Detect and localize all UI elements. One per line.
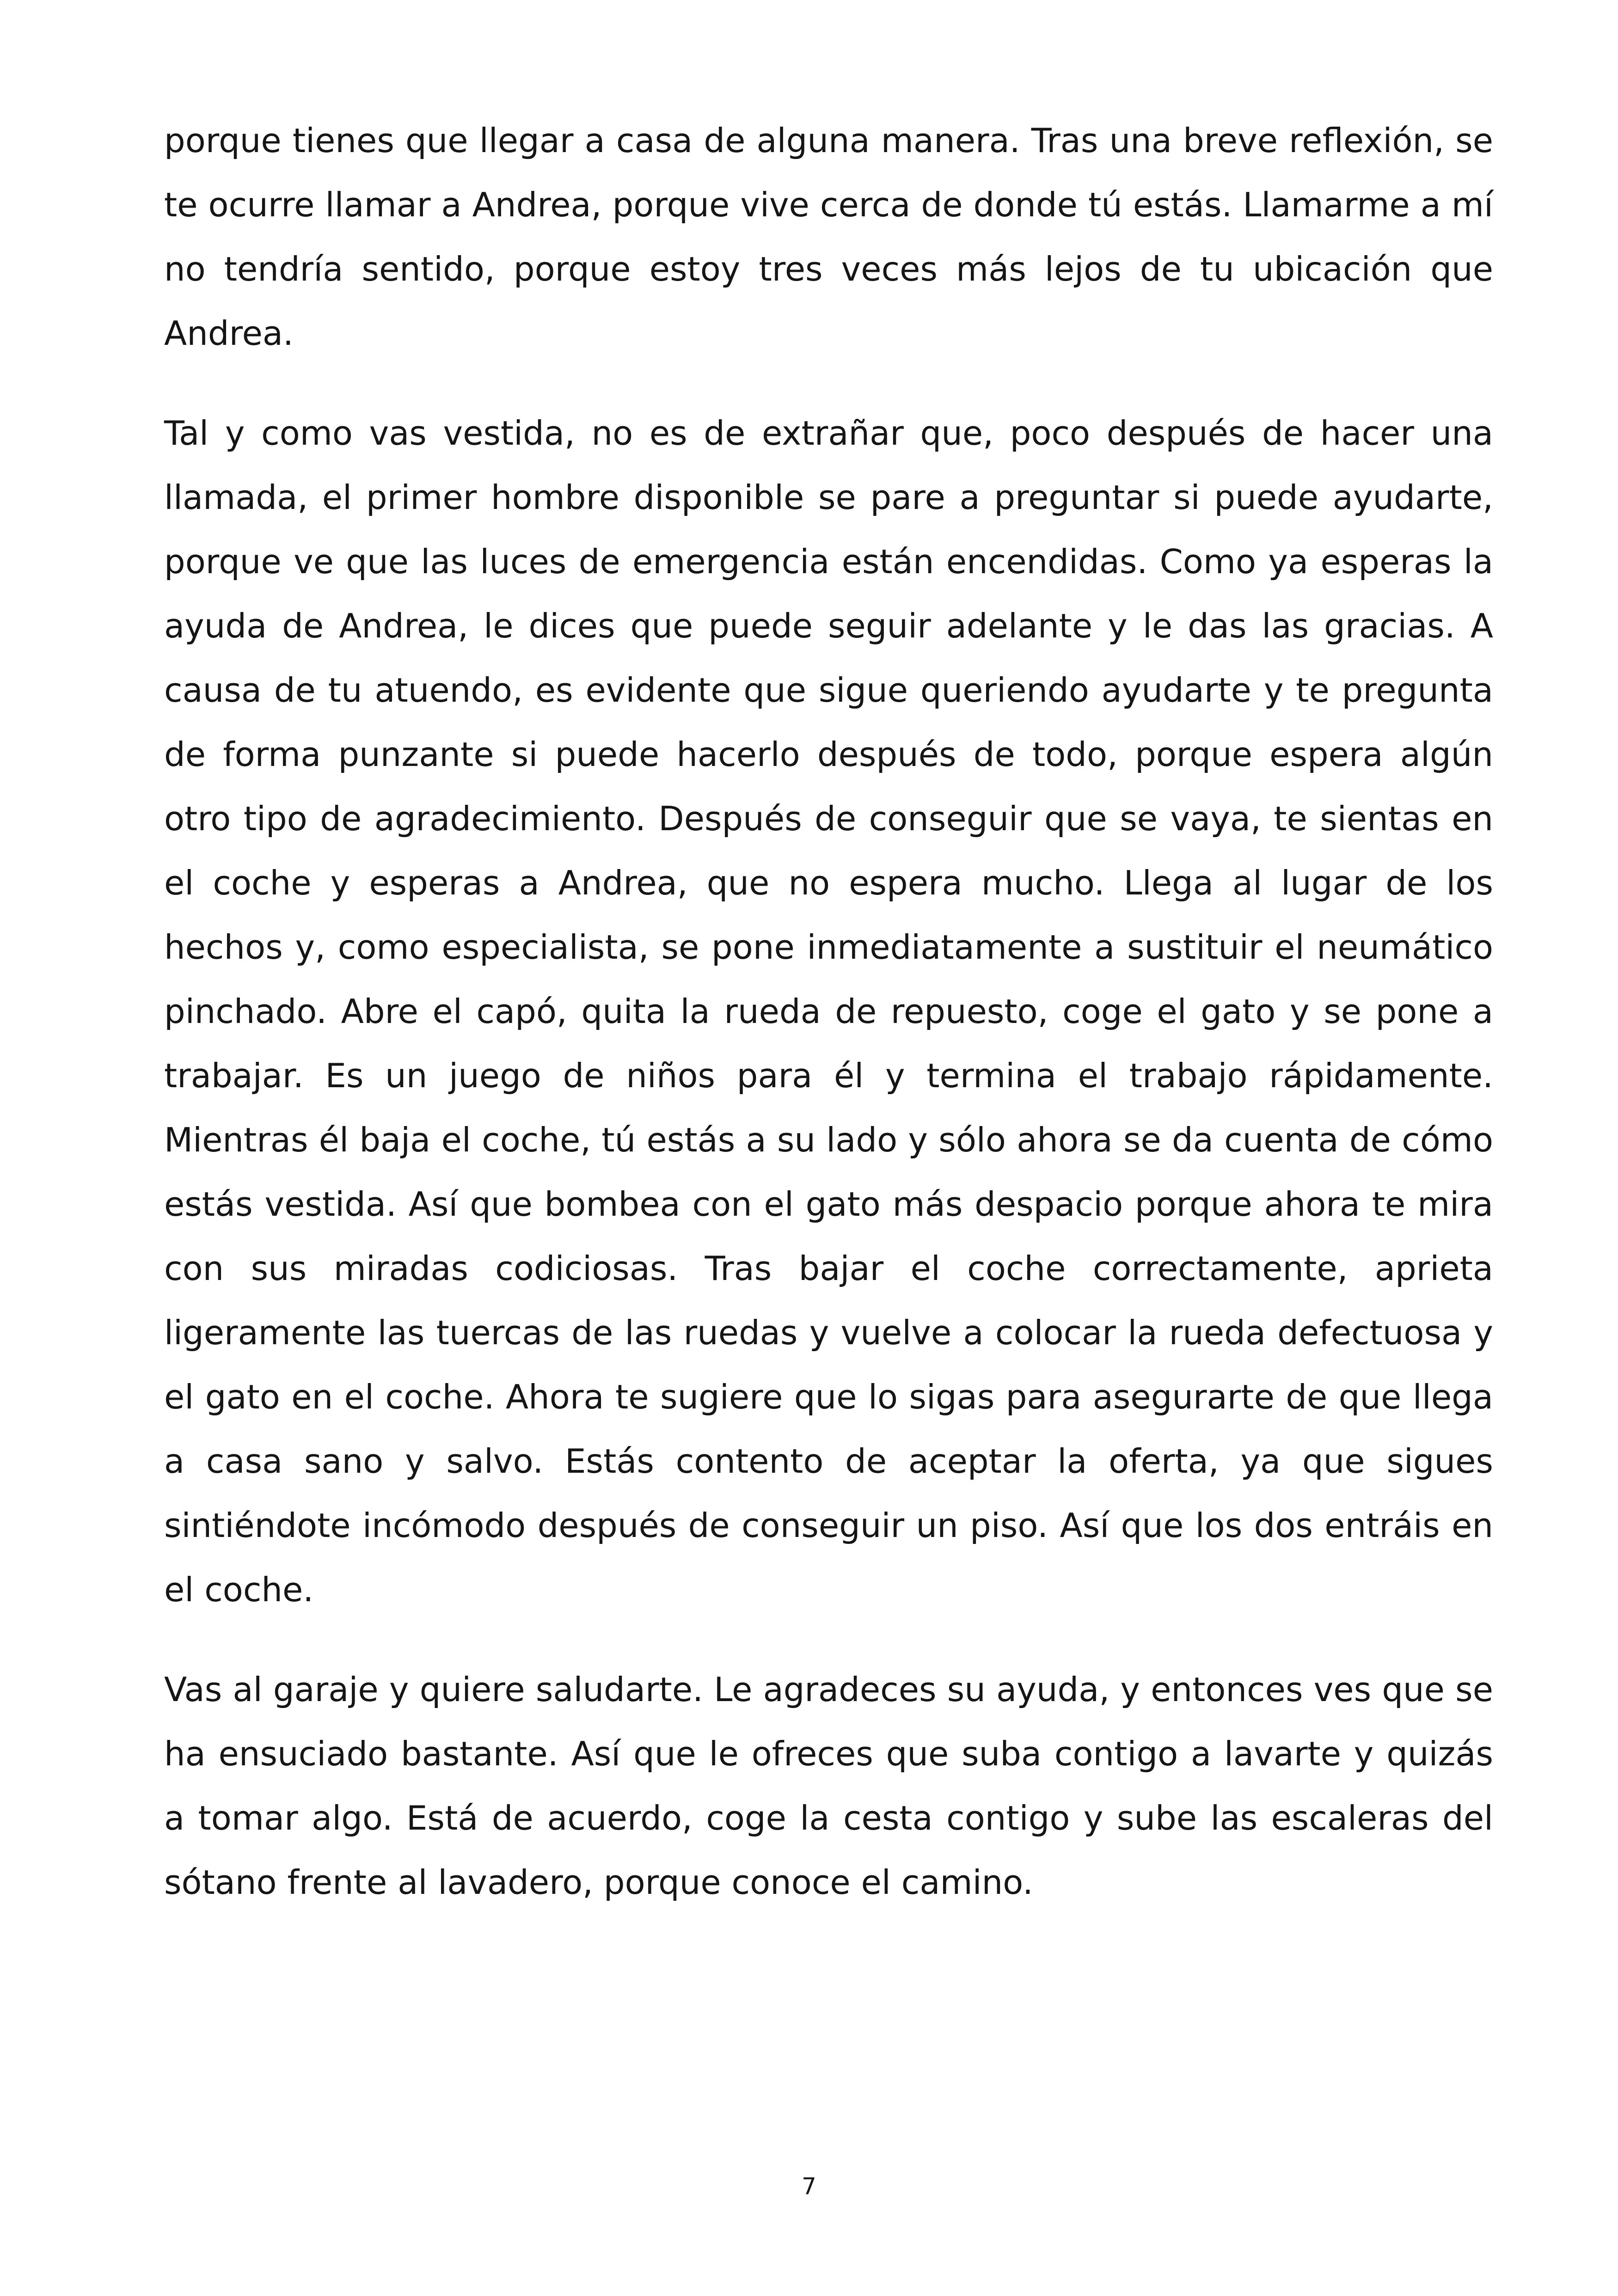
page-number: 7 [802,2173,816,2200]
paragraph-1: porque tienes que llegar a casa de alguna manera. Tras una breve reflexión, se te ocurre llamar a Andrea, porque vive cerca de donde tú estás. Llamarme a mí no tendría sentido, porque estoy tres veces más lejos de tu ubicación que Andrea. [164,121,1493,353]
body-text [164,109,1493,1915]
paragraph-3: Vas al garaje y quiere saludarte. Le agradeces su ayuda, y entonces ves que se ha ensuciado bastante. Así que le ofreces que suba contigo a lavarte y quizás a tomar algo. Está de acuerdo, coge la cesta contigo y sube las escaleras del sótano frente al lavadero, porque conoce el camino. [164,1670,1493,1902]
paragraph-2: Tal y como vas vestida, no es de extrañar que, poco después de hacer una llamada, el primer hombre disponible se pare a preguntar si puede ayudarte, porque ve que las luces de emergencia están encendidas. Como ya esperas la ayuda de Andrea, le dices que puede seguir adelante y le das las gracias. A causa de tu atuendo, es evidente que sigue queriendo ayudarte y te pregunta de forma punzante si puede hacerlo después de todo, porque espera algún otro tipo de agradecimiento. Después de conseguir que se vaya, te sientas en el coche y esperas a Andrea, que no espera mucho. Llega al lugar de los hechos y, como especialista, se pone inmediatamente a sustituir el neumático pinchado. Abre el capó, quita la rueda de repuesto, coge el gato y se pone a trabajar. Es un juego de niños para él y termina el trabajo rápidamente. Mientras él baja el coche, tú estás a su lado y sólo ahora se da cuenta de cómo estás vestida. Así que bombea con el gato más despacio porque ahora te mira con sus miradas codiciosas. Tras bajar el coche correctamente, aprieta ligeramente las tuercas de las ruedas y vuelve a colocar la rueda defectuosa y el gato en el coche. Ahora te sugiere que lo sigas para asegurarte de que llega a casa sano y salvo. Estás contento de aceptar la oferta, ya que sigues sintiéndote incómodo después de conseguir un piso. Así que los dos entráis en el coche. [164,414,1493,1609]
